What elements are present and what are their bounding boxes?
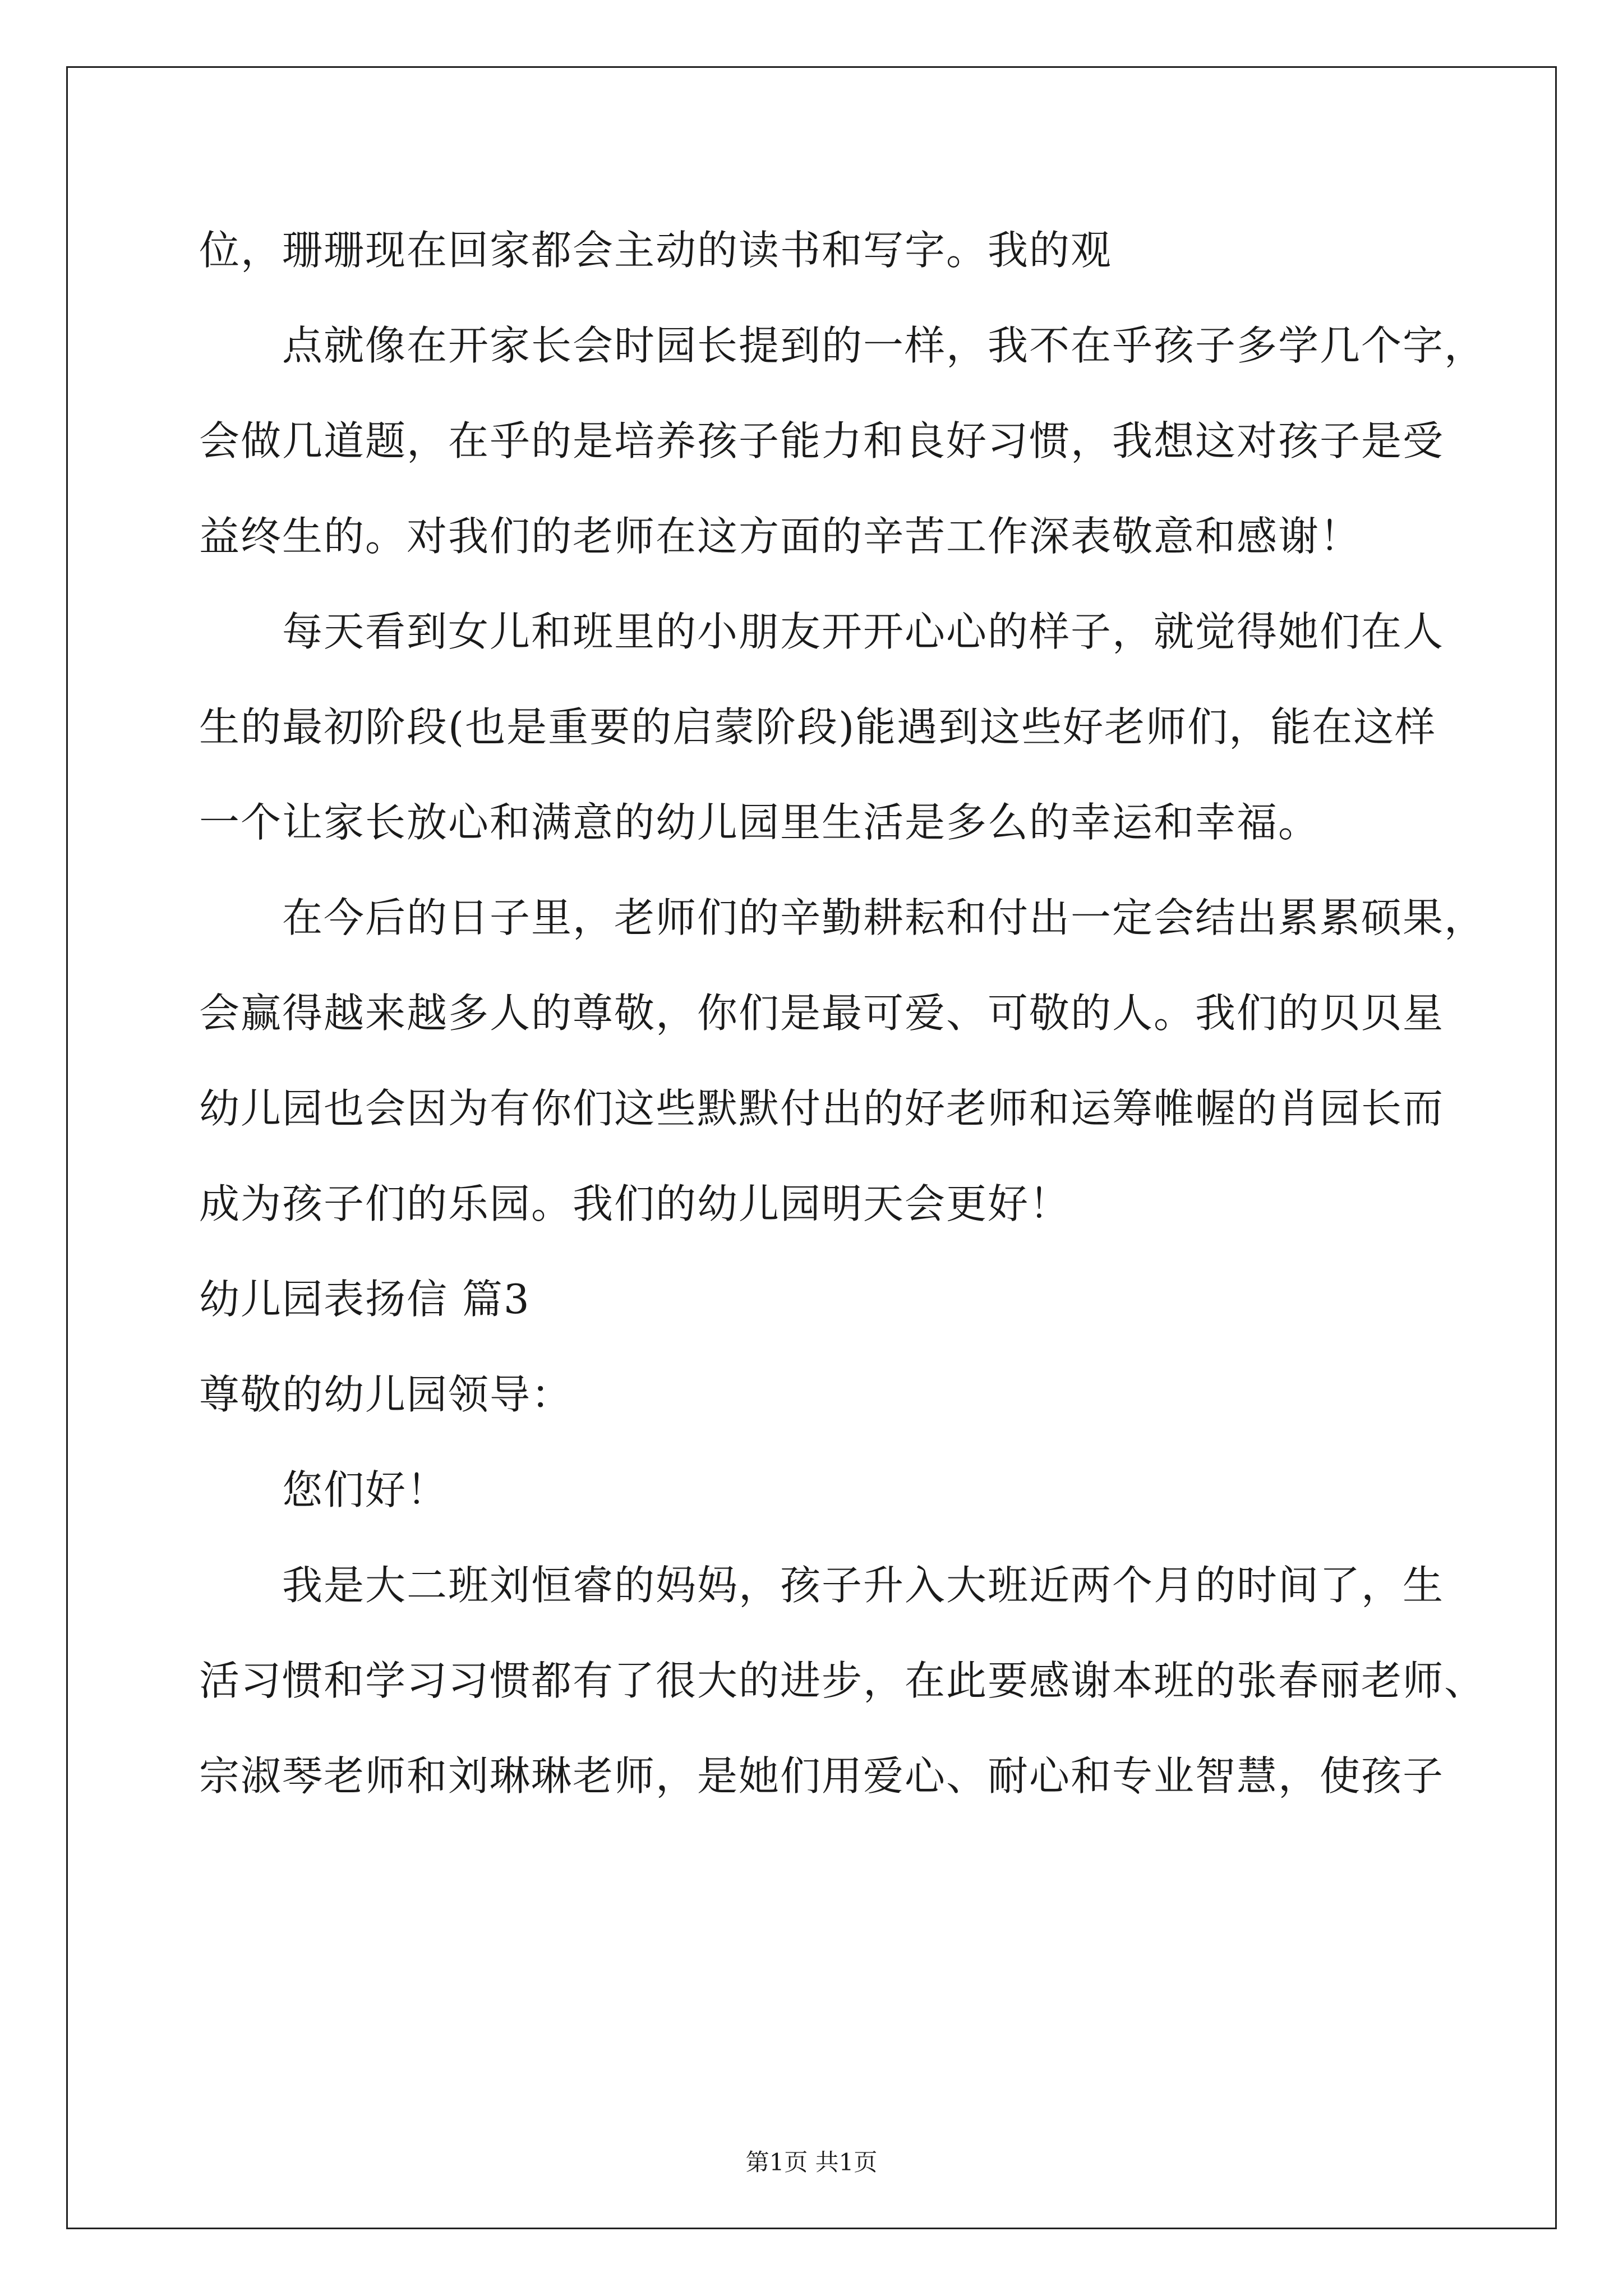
text-line-15: 我是大二班刘恒睿的妈妈，孩子升入大班近两个月的时间了，生 <box>282 1562 1445 1609</box>
text-line-6: 生的最初阶段(也是重要的启蒙阶段)能遇到这些好老师们，能在这样 <box>199 703 1437 751</box>
text-line-1: 位，珊珊现在回家都会主动的读书和写字。我的观 <box>199 227 1113 274</box>
page-footer: 第1页 共1页 <box>745 2148 878 2176</box>
text-line-7: 一个让家长放心和满意的幼儿园里生活是多么的幸运和幸福。 <box>199 799 1320 846</box>
text-line-5: 每天看到女儿和班里的小朋友开开心心的样子，就觉得她们在人 <box>282 608 1445 655</box>
text-line-11: 成为孩子们的乐园。我们的幼儿园明天会更好！ <box>199 1180 1071 1227</box>
text-line-4: 益终生的。对我们的老师在这方面的辛苦工作深表敬意和感谢！ <box>199 513 1362 560</box>
text-line-10: 幼儿园也会因为有你们这些默默付出的好老师和运筹帷幄的肖园长而 <box>199 1085 1445 1132</box>
salutation: 尊敬的幼儿园领导： <box>199 1371 573 1418</box>
text-line-9: 会赢得越来越多人的尊敬，你们是最可爱、可敬的人。我们的贝贝星 <box>199 990 1445 1037</box>
page-border <box>66 66 1557 2229</box>
text-line-3: 会做几道题，在乎的是培养孩子能力和良好习惯，我想这对孩子是受 <box>199 417 1445 464</box>
text-line-2: 点就像在开家长会时园长提到的一样，我不在乎孩子多学几个字， <box>282 322 1486 369</box>
section-heading: 幼儿园表扬信 篇3 <box>199 1276 531 1323</box>
text-line-16: 活习惯和学习习惯都有了很大的进步，在此要感谢本班的张春丽老师、 <box>199 1657 1486 1704</box>
text-line-8: 在今后的日子里，老师们的辛勤耕耘和付出一定会结出累累硕果， <box>282 894 1486 941</box>
text-line-17: 宗淑琴老师和刘琳琳老师，是她们用爱心、耐心和专业智慧，使孩子 <box>199 1752 1445 1800</box>
greeting: 您们好！ <box>282 1466 449 1513</box>
